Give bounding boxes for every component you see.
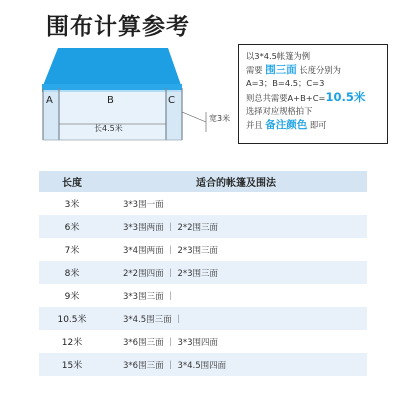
cell-length: 15米	[61, 361, 83, 371]
table-header	[39, 171, 367, 192]
cell-length: 6米	[64, 223, 80, 233]
panel-label-a: A	[46, 95, 53, 106]
cell-length: 3米	[64, 200, 80, 210]
cell-method: 3*4围两面 ｜ 2*3围三面	[123, 245, 219, 256]
example-info-box	[238, 44, 388, 144]
header-method: 适合的帐篷及围法	[196, 178, 276, 189]
width-dimension-line	[182, 112, 206, 122]
cell-method: 2*2围四面 ｜ 2*3围三面	[123, 268, 219, 279]
highlight-total: 10.5米	[325, 89, 366, 104]
page-title: 围布计算参考	[46, 14, 190, 40]
cell-length: 10.5米	[57, 315, 87, 325]
cell-length: 7米	[64, 246, 80, 256]
table-row	[39, 192, 367, 215]
cell-method: 3*6围三面 ｜ 3*3围四面	[123, 337, 219, 348]
cell-method: 3*3围三面 ｜	[123, 291, 175, 302]
info-line-3: A=3；B=4.5；C=3	[246, 78, 325, 88]
cell-method: 3*3围一面	[123, 199, 164, 210]
cell-length: 9米	[64, 292, 80, 302]
table-row	[39, 238, 367, 261]
highlight-three-sides: 围三面	[265, 63, 297, 76]
info-line-2: 需要 围三面 长度分别为	[246, 63, 341, 76]
size-reference-table	[39, 171, 367, 376]
table-row	[39, 353, 367, 376]
highlight-note-color: 备注颜色	[265, 118, 308, 131]
info-line-5: 选择对应规格拍下	[246, 106, 313, 116]
table-row	[39, 215, 367, 238]
tent-canopy	[42, 48, 182, 88]
table-row	[39, 330, 367, 353]
panel-label-c: C	[168, 95, 175, 106]
info-line-6: 并且 备注颜色 即可	[246, 118, 327, 131]
table-row	[39, 307, 367, 330]
header-length: 长度	[62, 178, 82, 189]
cell-length: 12米	[61, 338, 83, 348]
table-row	[39, 261, 367, 284]
width-label: 宽3米	[209, 114, 231, 123]
length-label: 长4.5米	[94, 124, 123, 133]
table-row	[39, 284, 367, 307]
cell-method: 3*6围三面 ｜ 3*4.5围四面	[123, 360, 227, 371]
cell-method: 3*4.5围三面 ｜	[123, 314, 183, 325]
info-line-4: 则总共需要A+B+C=10.5米	[246, 89, 366, 104]
panel-label-b: B	[107, 95, 114, 106]
info-line-1: 以3*4.5帐篷为例	[246, 51, 311, 61]
cell-length: 8米	[64, 269, 80, 279]
cell-method: 3*3围两面 ｜ 2*2围三面	[123, 222, 219, 233]
